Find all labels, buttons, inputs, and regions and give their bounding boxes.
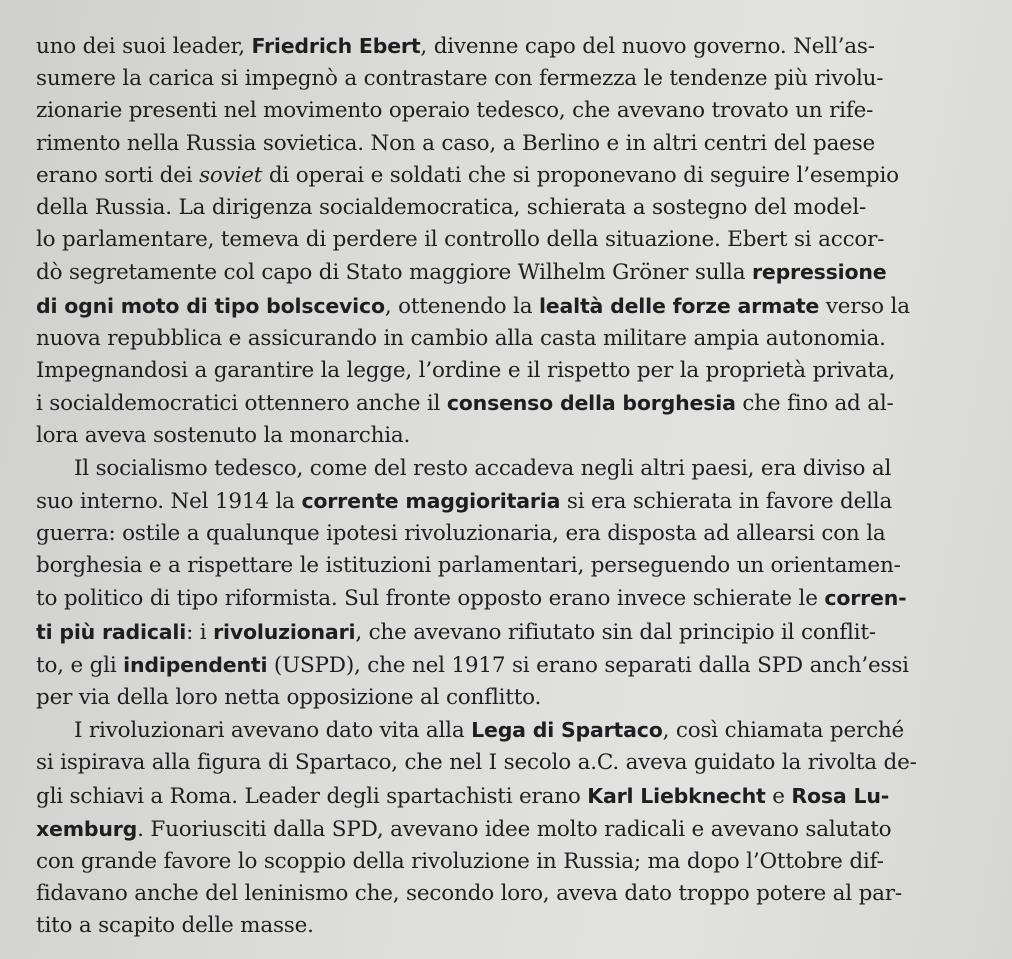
text-line <box>36 649 966 682</box>
text-line <box>36 387 966 420</box>
text-line <box>36 420 966 452</box>
text-run: lo parlamentare, temeva di perdere il controllo della situazione. Ebert si accor- <box>36 227 885 253</box>
text-line <box>36 682 966 714</box>
text-run: tito a scapito delle masse. <box>36 913 314 939</box>
text-run: per via della loro netta opposizione al conflitto. <box>36 685 542 711</box>
text-line <box>36 256 966 289</box>
text-run: . Fuoriusciti dalla SPD, avevano idee molto radicali e avevano salutato <box>137 816 892 842</box>
text-line <box>36 30 966 63</box>
text-run: uno dei suoi leader, <box>36 34 252 59</box>
text-run: to, e gli <box>36 652 124 678</box>
text-line <box>36 846 966 878</box>
text-run: della Russia. La dirigenza socialdemocratica, schierata a sostegno del model- <box>36 195 867 221</box>
bold-term: lealtà delle forze armate <box>538 293 820 318</box>
text-run: si ispirava alla figura di Spartaco, che nel I secolo a.C. aveva guidato la rivolta de- <box>36 750 917 776</box>
text-run: to politico di tipo riformista. Sul fronte opposto erano invece schierate le <box>36 586 825 612</box>
text-run: borghesia e a rispettare le istituzioni parlamentari, perseguendo un orientamen- <box>36 553 901 579</box>
text-run: nuova repubblica e assicurando in cambio alla casta militare ampia autonomia. <box>36 325 886 351</box>
text-run: (USPD), che nel 1917 si erano separati dalla SPD anch’essi <box>267 652 909 678</box>
text-run: gli schiavi a Roma. Leader degli spartachisti erano <box>36 783 588 809</box>
text-run: lora aveva sostenuto la monarchia. <box>36 423 411 449</box>
bold-term: indipendenti <box>123 652 268 677</box>
text-line <box>36 813 966 846</box>
italic-term: soviet <box>199 162 263 188</box>
text-line <box>36 355 966 387</box>
text-run: , ottenendo la <box>384 293 539 319</box>
text-line <box>36 192 966 224</box>
text-run: zionarie presenti nel movimento operaio tedesco, che avevano trovato un rife- <box>36 98 874 124</box>
text-run: si era schierata in favore della <box>560 488 893 514</box>
text-line <box>36 518 966 550</box>
text-line <box>36 290 966 323</box>
text-run: : i <box>186 619 214 645</box>
bold-term: consenso della borghesia <box>446 391 736 416</box>
text-line <box>36 453 966 485</box>
text-run: e <box>765 783 792 809</box>
paragraph <box>36 30 966 453</box>
bold-term: rivoluzionari <box>213 619 356 644</box>
text-line <box>36 323 966 355</box>
text-line <box>36 878 966 910</box>
bold-term: Rosa Lu- <box>791 783 890 808</box>
bold-term: xemburg <box>36 816 138 841</box>
body-text <box>36 30 966 943</box>
text-line <box>36 550 966 582</box>
text-run: I rivoluzionari avevano dato vita alla <box>74 718 472 744</box>
text-run: Impegnandosi a garantire la legge, l’ordine e il rispetto per la proprietà privata, <box>36 358 896 384</box>
bold-term: Karl Liebknecht <box>587 783 766 808</box>
text-run: rimento nella Russia sovietica. Non a caso, a Berlino e in altri centri del paese <box>36 130 876 156</box>
text-run: dò segretamente col capo di Stato maggiore Wilhelm Gröner sulla <box>36 260 752 286</box>
text-line <box>36 128 966 160</box>
bold-term: corrente maggioritaria <box>301 488 561 513</box>
text-run: , che avevano rifiutato sin dal principio il conflit- <box>355 619 876 645</box>
text-run: sumere la carica si impegnò a contrastare con fermezza le tendenze più rivolu- <box>36 66 884 92</box>
text-line <box>36 582 966 615</box>
text-run: verso la <box>819 293 910 319</box>
bold-term: ti più radicali <box>36 619 187 644</box>
text-line <box>36 224 966 256</box>
bold-term: repressione <box>751 260 887 285</box>
bold-term: corren- <box>824 586 907 611</box>
text-line <box>36 95 966 127</box>
text-run: suo interno. Nel 1914 la <box>36 488 302 514</box>
text-line <box>36 63 966 95</box>
text-run: Il socialismo tedesco, come del resto accadeva negli altri paesi, era diviso al <box>74 455 892 481</box>
text-line <box>36 485 966 518</box>
text-run: , divenne capo del nuovo governo. Nell’as- <box>420 34 875 59</box>
text-run: fidavano anche del leninismo che, secondo loro, aveva dato troppo potere al par- <box>36 881 902 907</box>
text-run: i socialdemocratici ottennero anche il <box>36 391 447 417</box>
text-run: di operai e soldati che si proponevano di seguire l’esempio <box>262 162 899 188</box>
bold-term: Lega di Spartaco <box>471 718 663 743</box>
text-run: guerra: ostile a qualunque ipotesi rivoluzionaria, era disposta ad allearsi con la <box>36 521 886 547</box>
text-run: erano sorti dei <box>36 162 200 188</box>
text-line <box>36 747 966 779</box>
paragraph <box>36 714 966 942</box>
bold-term: Friedrich Ebert <box>251 34 421 58</box>
text-run: che fino ad al- <box>735 391 894 417</box>
bold-term: di ogni moto di tipo bolscevico <box>36 293 385 318</box>
text-line <box>36 910 966 942</box>
text-line <box>36 780 966 813</box>
text-line <box>36 714 966 747</box>
text-run: con grande favore lo scoppio della rivoluzione in Russia; ma dopo l’Ottobre dif- <box>36 849 884 875</box>
text-line <box>36 616 966 649</box>
text-line <box>36 160 966 192</box>
paragraph <box>36 453 966 715</box>
text-run: , così chiamata perché <box>662 718 905 744</box>
